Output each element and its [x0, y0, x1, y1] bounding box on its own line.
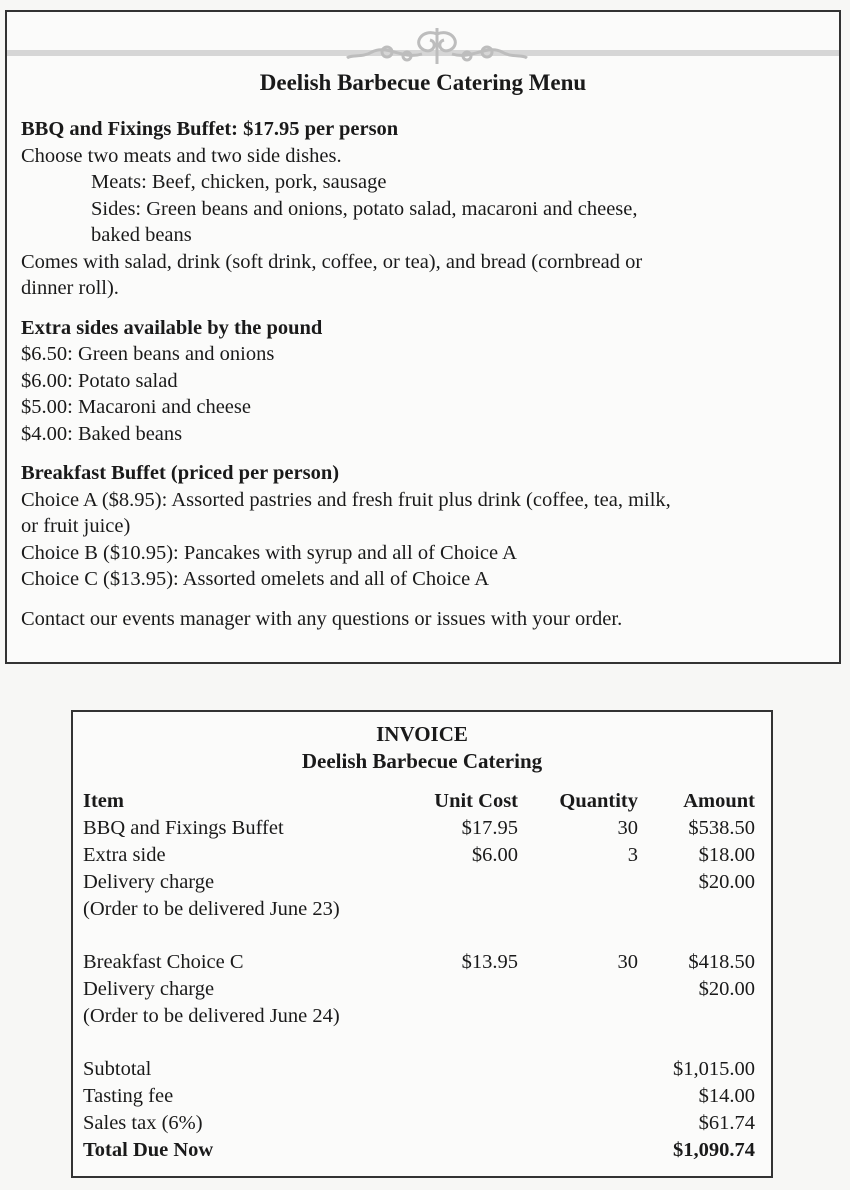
row-unit-cost	[383, 869, 518, 896]
row-quantity	[518, 896, 638, 923]
row-item: (Order to be delivered June 24)	[83, 1005, 340, 1027]
comes-with-line: Comes with salad, drink (soft drink, coffee, or tea), and bread (cornbread or	[21, 250, 643, 273]
choice-c: Choice C ($13.95): Assorted omelets and all of Choice A	[21, 568, 490, 590]
invoice-subtitle: Deelish Barbecue Catering	[301, 749, 543, 773]
row-quantity	[518, 976, 638, 1003]
table-row	[83, 1003, 755, 1030]
extra-side-item: $5.00: Macaroni and cheese	[21, 396, 251, 418]
breakfast-heading: Breakfast Buffet (priced per person)	[21, 462, 340, 484]
choice-a: Choice A ($8.95): Assorted pastries and fresh fruit plus drink (coffee, tea, milk,	[21, 488, 671, 511]
tasting-fee-label: Tasting fee	[83, 1085, 174, 1107]
table-row	[83, 976, 755, 1003]
row-amount: $20.00	[698, 978, 755, 1000]
totals-row	[83, 1110, 755, 1137]
invoice-table	[83, 788, 755, 1164]
row-quantity: 30	[617, 951, 638, 973]
extra-side-item: $6.00: Potato salad	[21, 369, 178, 392]
catering-menu	[5, 10, 841, 664]
comes-with-line-cont: dinner roll).	[21, 277, 119, 299]
sides-line: Sides: Green beans and onions, potato salad, macaroni and cheese,	[91, 197, 638, 220]
row-amount: $418.50	[688, 951, 755, 973]
table-row	[83, 815, 755, 842]
subtotal-label: Subtotal	[83, 1058, 152, 1080]
total-due-amount: $1,090.74	[673, 1139, 755, 1161]
header-quantity: Quantity	[559, 790, 638, 812]
row-unit-cost	[383, 896, 518, 923]
row-amount	[638, 896, 755, 923]
total-due-label: Total Due Now	[83, 1139, 214, 1161]
extra-sides-heading: Extra sides available by the pound	[21, 316, 323, 339]
bbq-heading: BBQ and Fixings Buffet: $17.95 per person	[21, 118, 399, 140]
menu-title: Deelish Barbecue Catering Menu	[259, 70, 587, 95]
sales-tax-label: Sales tax (6%)	[83, 1112, 203, 1134]
row-spacer	[83, 1030, 755, 1056]
table-row	[83, 949, 755, 976]
row-item: Breakfast Choice C	[83, 951, 244, 973]
table-row	[83, 869, 755, 896]
row-unit-cost: $17.95	[461, 817, 518, 839]
row-quantity: 30	[617, 817, 638, 839]
sales-tax-amount: $61.74	[698, 1112, 755, 1134]
row-quantity	[518, 1003, 638, 1030]
extra-side-item: $4.00: Baked beans	[21, 422, 183, 445]
row-amount: $538.50	[688, 817, 755, 839]
tasting-fee-amount: $14.00	[698, 1085, 755, 1107]
header-amount: Amount	[683, 790, 755, 812]
row-spacer	[83, 923, 755, 949]
bbq-intro: Choose two meats and two side dishes.	[21, 144, 342, 167]
header-item: Item	[83, 790, 124, 812]
row-unit-cost	[383, 976, 518, 1003]
row-amount	[638, 1003, 755, 1030]
scroll-ornament-icon	[342, 24, 532, 68]
invoice-title: INVOICE	[376, 722, 468, 746]
row-unit-cost	[383, 1003, 518, 1030]
table-row	[83, 842, 755, 869]
contact-note: Contact our events manager with any questions or issues with your order.	[21, 607, 623, 630]
row-amount: $20.00	[698, 871, 755, 893]
row-unit-cost: $13.95	[461, 951, 518, 973]
total-due-row	[83, 1137, 755, 1164]
row-item: BBQ and Fixings Buffet	[83, 817, 284, 839]
row-item: Delivery charge	[83, 978, 215, 1000]
invoice-header-row	[83, 788, 755, 815]
row-quantity: 3	[627, 844, 638, 866]
meats-line: Meats: Beef, chicken, pork, sausage	[91, 171, 387, 193]
invoice	[71, 710, 773, 1178]
row-item: Extra side	[83, 844, 166, 866]
table-row	[83, 896, 755, 923]
header-unit-cost: Unit Cost	[434, 790, 518, 812]
row-quantity	[518, 869, 638, 896]
row-item: (Order to be delivered June 23)	[83, 898, 340, 920]
sides-line-cont: baked beans	[91, 224, 192, 246]
totals-row	[83, 1056, 755, 1083]
subtotal-amount: $1,015.00	[673, 1058, 755, 1080]
totals-row	[83, 1083, 755, 1110]
choice-a-cont: or fruit juice)	[21, 515, 131, 537]
row-item: Delivery charge	[83, 871, 215, 893]
row-amount: $18.00	[698, 844, 755, 866]
choice-b: Choice B ($10.95): Pancakes with syrup and all of Choice A	[21, 541, 517, 564]
extra-side-item: $6.50: Green beans and onions	[21, 343, 275, 365]
menu-body	[21, 116, 829, 632]
row-unit-cost: $6.00	[471, 844, 518, 866]
